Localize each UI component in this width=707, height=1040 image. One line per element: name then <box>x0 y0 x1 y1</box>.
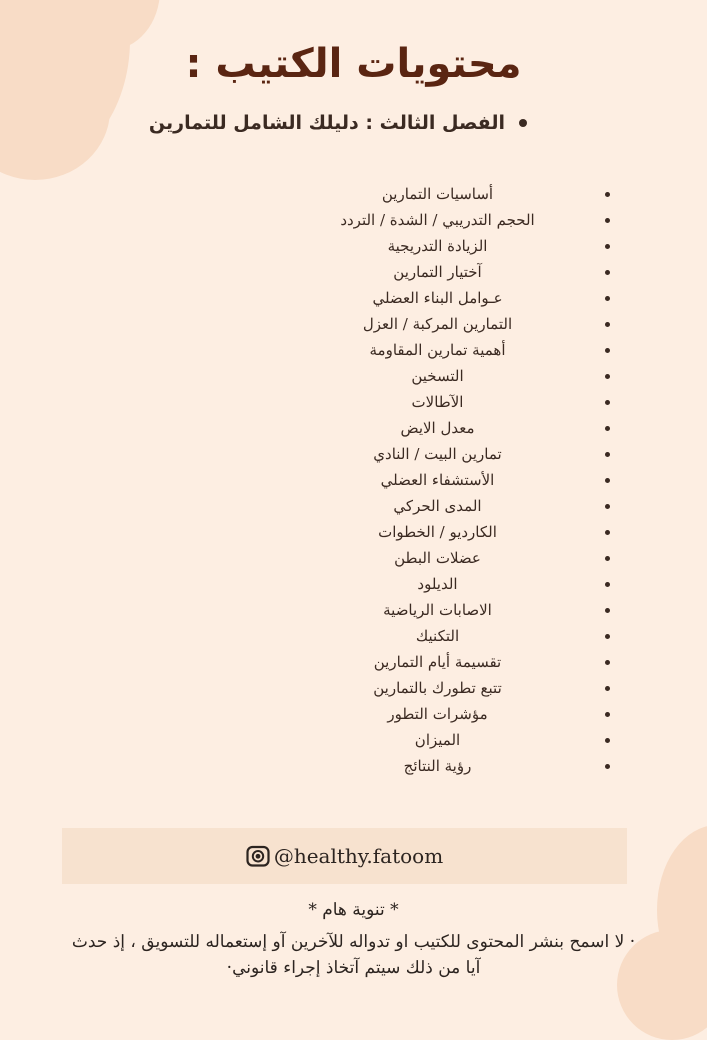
bullet-icon <box>605 400 610 405</box>
notice-title: * تنوية هام * <box>308 900 399 920</box>
topic-label: التكنيك <box>415 627 460 645</box>
list-item <box>230 311 610 337</box>
bullet-icon <box>605 582 610 587</box>
topic-label: عضلات البطن <box>394 549 481 567</box>
topic-label: التسخين <box>411 367 464 385</box>
bullet-icon <box>605 504 610 509</box>
social-banner <box>62 828 627 884</box>
bullet-icon <box>605 348 610 353</box>
topic-label: عـوامل البناء العضلي <box>372 289 503 307</box>
bullet-icon <box>605 738 610 743</box>
topic-label: مؤشرات التطور <box>387 705 488 723</box>
topic-label: الكارديو / الخطوات <box>378 523 497 541</box>
topic-label: تتبع تطورك بالتمارين <box>373 679 502 697</box>
topic-label: تقسيمة أيام التمارين <box>373 653 502 671</box>
bullet-icon <box>605 530 610 535</box>
instagram-icon <box>246 845 270 867</box>
list-item <box>230 649 610 675</box>
topic-label: الاصابات الرياضية <box>383 601 492 619</box>
topic-label: الميزان <box>414 731 461 749</box>
topic-label: أساسيات التمارين <box>381 185 494 203</box>
list-item <box>230 285 610 311</box>
bullet-icon <box>605 218 610 223</box>
topic-label: معدل الايض <box>400 419 475 437</box>
list-item <box>230 623 610 649</box>
bullet-icon <box>605 608 610 613</box>
list-item <box>230 727 610 753</box>
bullet-icon <box>605 296 610 301</box>
bullet-icon <box>605 426 610 431</box>
list-item <box>230 493 610 519</box>
bullet-icon <box>605 452 610 457</box>
topic-label: الآطالات <box>411 393 464 411</box>
social-handle[interactable]: @healthy.fatoom <box>273 844 444 868</box>
list-item <box>230 597 610 623</box>
bullet-icon <box>605 660 610 665</box>
topic-label: الحجم التدريبي / الشدة / التردد <box>340 211 535 229</box>
list-item <box>230 389 610 415</box>
bullet-icon <box>605 374 610 379</box>
bullet-icon <box>605 270 610 275</box>
list-item <box>230 571 610 597</box>
topic-label: أهمية تمارين المقاومة <box>369 341 506 359</box>
topic-label: الأستشفاء العضلي <box>380 471 495 489</box>
topic-label: آختيار التمارين <box>393 263 482 281</box>
topic-label: الزيادة التدريجية <box>387 237 488 255</box>
bullet-icon <box>605 478 610 483</box>
list-item <box>230 519 610 545</box>
bullet-icon <box>605 764 610 769</box>
chapter-label: الفصل الثالث : دليلك الشامل للتمارين <box>148 112 505 134</box>
notice-body: · لا اسمح بنشر المحتوى للكتيب او تدواله للآخرين آو إستعماله للتسويق ، إذ حدث آيا من ذلك سيتم آتخاذ إجراء قانوني· <box>71 932 636 978</box>
list-item <box>230 233 610 259</box>
bullet-icon <box>605 244 610 249</box>
list-item <box>230 181 610 207</box>
bullet-icon <box>605 686 610 691</box>
topic-label: تمارين البيت / النادي <box>373 445 502 463</box>
bullet-icon <box>605 192 610 197</box>
list-item <box>230 441 610 467</box>
bullet-icon <box>605 634 610 639</box>
bullet-icon <box>519 119 527 127</box>
topic-label: الديلود <box>417 575 458 593</box>
topic-label: التمارين المركبة / العزل <box>362 315 513 333</box>
chapter-heading <box>149 112 527 134</box>
list-item <box>230 545 610 571</box>
list-item <box>230 259 610 285</box>
list-item <box>230 363 610 389</box>
topic-label: رؤية النتائج <box>403 757 472 775</box>
page-title: محتويات الكتيب : <box>185 41 522 87</box>
list-item <box>230 753 610 779</box>
bullet-icon <box>605 556 610 561</box>
topic-label: المدى الحركي <box>393 497 482 515</box>
topic-list <box>230 181 610 779</box>
list-item <box>230 675 610 701</box>
list-item <box>230 701 610 727</box>
bullet-icon <box>605 712 610 717</box>
list-item <box>230 415 610 441</box>
bullet-icon <box>605 322 610 327</box>
list-item <box>230 207 610 233</box>
list-item <box>230 337 610 363</box>
list-item <box>230 467 610 493</box>
